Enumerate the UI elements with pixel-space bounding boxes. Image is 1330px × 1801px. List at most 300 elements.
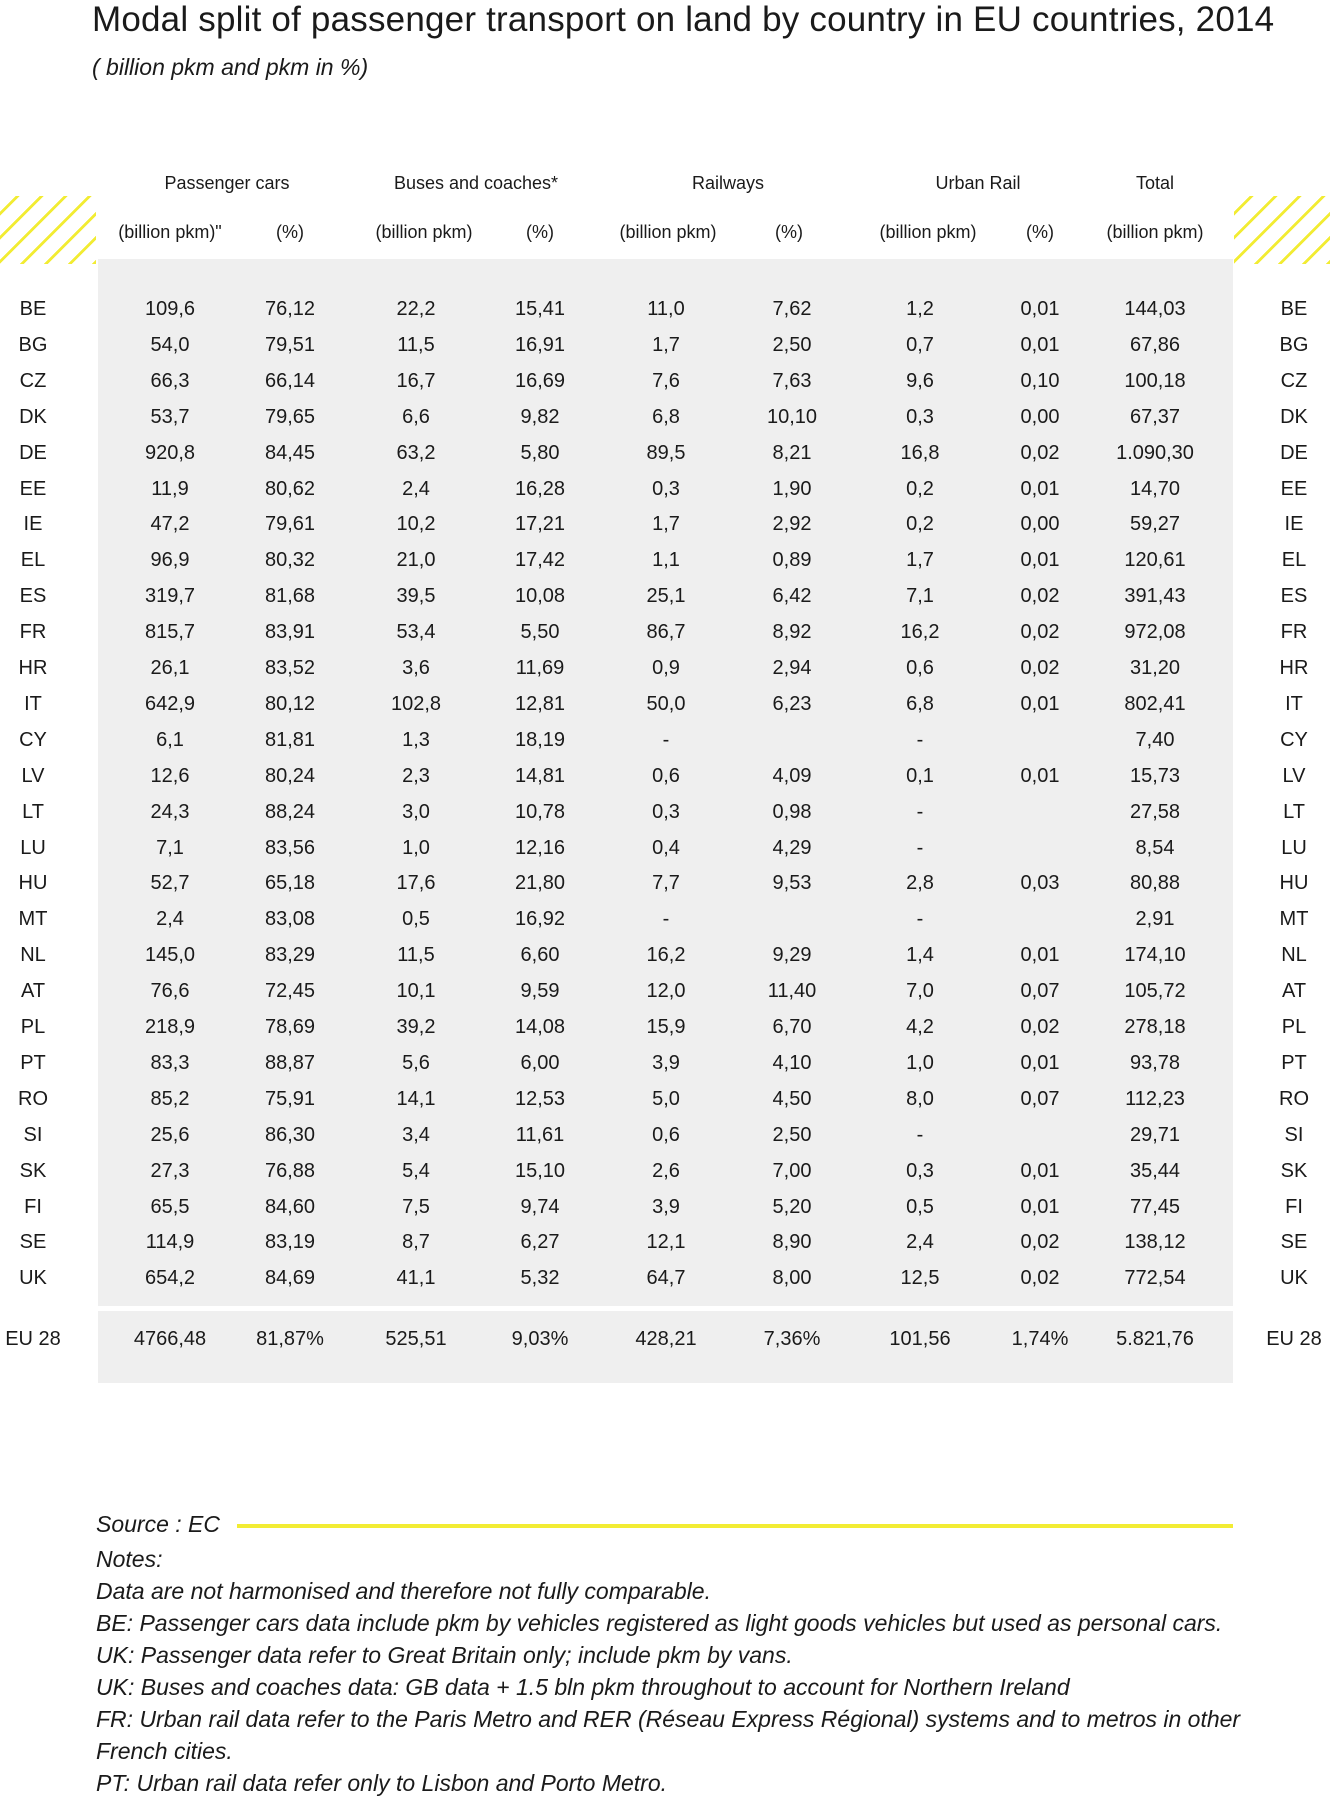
column-unit-header: (billion pkm) [1106, 222, 1204, 242]
row-label-left: FR [19, 621, 47, 643]
table-cell: 920,8 [144, 442, 196, 464]
row-label-left: RO [18, 1088, 48, 1110]
table-cell: 2,92 [772, 513, 812, 535]
table-cell: 6,8 [652, 406, 680, 428]
table-cell: 5,20 [772, 1196, 812, 1218]
row-label-right: FR [1280, 621, 1308, 643]
table-cell: 76,6 [150, 980, 190, 1002]
table-cell: 0,03 [1020, 872, 1060, 894]
table-cell: 102,8 [390, 693, 442, 715]
table-cell: 11,5 [397, 944, 435, 966]
table-cell: 0,2 [906, 513, 934, 535]
row-label-left: BE [19, 298, 47, 320]
table-cell: 14,81 [514, 765, 566, 787]
table-cell: 84,69 [264, 1267, 316, 1289]
table-cell: 80,12 [264, 693, 316, 715]
table-cell: 79,65 [264, 406, 316, 428]
row-label-right: ES [1280, 585, 1308, 607]
table-cell: 47,2 [150, 513, 190, 535]
table-cell: 17,42 [514, 549, 566, 571]
table-cell: 6,70 [772, 1016, 812, 1038]
row-label-left: UK [19, 1267, 47, 1289]
row-label-right: SK [1280, 1160, 1308, 1182]
table-cell: 2,50 [772, 1124, 812, 1146]
table-cell: 65,18 [264, 872, 316, 894]
table-cell: 0,9 [652, 657, 680, 679]
table-cell: 83,56 [264, 837, 316, 859]
table-cell: 391,43 [1124, 585, 1186, 607]
table-cell: 15,41 [514, 298, 566, 320]
table-cell: 319,7 [144, 585, 196, 607]
table-cell: 0,2 [906, 478, 934, 500]
table-cell: 16,91 [514, 334, 566, 356]
table-cell: 0,1 [906, 765, 934, 787]
note-line: Notes: [96, 1546, 163, 1572]
table-cell: 0,00 [1020, 406, 1060, 428]
table-cell: 85,2 [150, 1088, 190, 1110]
table-cell: 10,2 [396, 513, 436, 535]
table-cell: 138,12 [1124, 1231, 1186, 1253]
row-label-right: BG [1279, 334, 1309, 356]
table-cell: 1,90 [772, 478, 812, 500]
table-cell: 174,10 [1124, 944, 1186, 966]
table-cell: 0,4 [652, 837, 680, 859]
row-label-left: SI [23, 1124, 43, 1146]
table-cell: 5,6 [402, 1052, 430, 1074]
table-cell: 67,37 [1129, 406, 1181, 428]
row-label-right: AT [1281, 980, 1307, 1002]
table-cell: 2,4 [156, 908, 184, 930]
table-cell: 2,3 [402, 765, 430, 787]
page-title: Modal split of passenger transport on land by country in EU countries, 2014 [92, 0, 1275, 39]
table-cell: 0,00 [1020, 513, 1060, 535]
row-label-left: EE [19, 478, 47, 500]
note-line: PT: Urban rail data refer only to Lisbon and Porto Metro. [96, 1770, 668, 1796]
table-cell: 0,6 [652, 1124, 680, 1146]
row-label-left: DE [19, 442, 47, 464]
row-label-left: AT [20, 980, 46, 1002]
table-cell: - [916, 1124, 924, 1146]
table-cell: 8,90 [772, 1231, 812, 1253]
table-cell: 109,6 [144, 298, 196, 320]
table-cell: 16,2 [900, 621, 940, 643]
row-label-right: DK [1280, 406, 1308, 428]
table-cell: 10,1 [396, 980, 436, 1002]
table-cell: 27,3 [150, 1160, 190, 1182]
table-cell: 10,08 [514, 585, 566, 607]
table-cell: 7,1 [906, 585, 934, 607]
table-cell: 88,87 [264, 1052, 316, 1074]
table-cell: 2,4 [402, 478, 430, 500]
table-cell: 6,23 [772, 693, 812, 715]
table-cell: 79,51 [264, 334, 316, 356]
table-cell: 9,53 [772, 872, 812, 894]
table-cell: 0,02 [1020, 442, 1060, 464]
table-cell: 1,2 [906, 298, 934, 320]
table-cell: 17,6 [396, 872, 436, 894]
table-cell: 14,08 [514, 1016, 566, 1038]
table-cell: 7,1 [156, 837, 184, 859]
total-cell: 428,21 [635, 1328, 697, 1350]
table-cell: 8,92 [772, 621, 812, 643]
table-cell: 66,14 [264, 370, 316, 392]
table-cell: 84,45 [264, 442, 316, 464]
table-cell: 80,88 [1129, 872, 1181, 894]
table-cell: 7,6 [652, 370, 680, 392]
table-cell: 6,42 [772, 585, 812, 607]
row-label-left: CZ [19, 370, 47, 392]
table-cell: 26,1 [150, 657, 190, 679]
column-group-header: Urban Rail [935, 173, 1021, 193]
table-cell: 0,01 [1020, 298, 1060, 320]
row-label-left: NL [20, 944, 46, 966]
table-cell: 16,92 [514, 908, 566, 930]
table-cell: 6,1 [156, 729, 184, 751]
table-cell: 86,7 [646, 621, 686, 643]
row-label-right: EL [1281, 549, 1307, 571]
table-cell: 0,01 [1020, 478, 1060, 500]
column-unit-header: (%) [775, 222, 803, 242]
table-cell: 81,81 [264, 729, 316, 751]
row-label-left: IE [23, 513, 43, 535]
column-group-header: Passenger cars [164, 173, 290, 193]
table-cell: 75,91 [264, 1088, 316, 1110]
table-cell: 83,08 [264, 908, 316, 930]
table-cell: 144,03 [1124, 298, 1186, 320]
table-cell: 8,0 [906, 1088, 934, 1110]
table-cell: 0,5 [906, 1196, 934, 1218]
table-cell: 3,9 [652, 1196, 680, 1218]
total-cell: 81,87% [256, 1328, 324, 1350]
table-cell: 11,61 [515, 1124, 565, 1146]
table-cell: 24,3 [150, 801, 190, 823]
table-cell: 1,0 [402, 837, 430, 859]
table-cell: 0,07 [1020, 980, 1060, 1002]
total-label-right: EU 28 [1266, 1328, 1322, 1350]
table-cell: 35,44 [1129, 1160, 1181, 1182]
table-cell: 2,91 [1135, 908, 1175, 930]
table-cell: 9,6 [906, 370, 934, 392]
table-cell: 12,81 [514, 693, 566, 715]
table-cell: 815,7 [144, 621, 196, 643]
row-label-right: SE [1280, 1231, 1308, 1253]
table-cell: 12,1 [646, 1231, 686, 1253]
table-cell: 0,89 [772, 549, 812, 571]
table-cell: 53,7 [150, 406, 190, 428]
row-label-left: PT [20, 1052, 46, 1074]
table-cell: 27,58 [1129, 801, 1181, 823]
table-cell: 0,02 [1020, 1231, 1060, 1253]
table-cell: 83,29 [264, 944, 316, 966]
table-cell: 218,9 [144, 1016, 196, 1038]
table-cell: 39,2 [396, 1016, 436, 1038]
row-label-left: SK [19, 1160, 47, 1182]
table-cell: 29,71 [1129, 1124, 1181, 1146]
table-cell: 80,24 [264, 765, 316, 787]
table-cell: 6,6 [402, 406, 430, 428]
table-cell: 7,62 [772, 298, 812, 320]
row-label-right: PL [1281, 1016, 1307, 1038]
table-cell: 77,45 [1129, 1196, 1181, 1218]
page-subtitle: ( billion pkm and pkm in %) [92, 54, 369, 80]
table-cell: 0,01 [1020, 944, 1060, 966]
table-cell: 15,9 [646, 1016, 686, 1038]
table-cell: 81,68 [264, 585, 316, 607]
table-cell: 16,8 [900, 442, 940, 464]
table-cell: 16,7 [396, 370, 436, 392]
table-cell: 16,2 [646, 944, 686, 966]
table-cell: 8,00 [772, 1267, 812, 1289]
table-cell: 4,09 [772, 765, 812, 787]
row-label-right: IT [1285, 693, 1303, 715]
table-cell: 0,6 [652, 765, 680, 787]
table-cell: 89,5 [646, 442, 686, 464]
row-label-right: LT [1283, 801, 1305, 823]
table-cell: 22,2 [396, 298, 436, 320]
table-cell: 5,32 [520, 1267, 560, 1289]
table-cell: 1.090,30 [1116, 442, 1194, 464]
table-cell: - [916, 801, 924, 823]
table-cell: 21,80 [514, 872, 566, 894]
table-cell: 0,01 [1020, 765, 1060, 787]
table-cell: 1,7 [906, 549, 934, 571]
table-cell: 9,59 [520, 980, 560, 1002]
row-label-right: LV [1282, 765, 1306, 787]
table-cell: 0,3 [652, 478, 680, 500]
table-cell: 0,01 [1020, 1052, 1060, 1074]
table-cell: 96,9 [150, 549, 190, 571]
table-cell: 6,27 [520, 1231, 560, 1253]
note-line: UK: Buses and coaches data: GB data + 1.5 bln pkm throughout to account for Northern Ireland [96, 1674, 1070, 1700]
table-cell: 2,6 [652, 1160, 680, 1182]
column-group-header: Buses and coaches* [393, 173, 559, 193]
row-label-right: SI [1284, 1124, 1304, 1146]
table-cell: 9,29 [772, 944, 812, 966]
table-cell: 86,30 [264, 1124, 316, 1146]
note-line: Data are not harmonised and therefore not fully comparable. [96, 1578, 711, 1604]
table-cell: 4,10 [772, 1052, 812, 1074]
table-cell: 642,9 [144, 693, 196, 715]
row-label-right: HU [1279, 872, 1309, 894]
table-cell: 0,02 [1020, 657, 1060, 679]
table-cell: 278,18 [1124, 1016, 1186, 1038]
table-cell: 9,74 [520, 1196, 560, 1218]
table-cell: 10,10 [766, 406, 818, 428]
table-cell: 0,3 [906, 1160, 934, 1182]
table-cell: 65,5 [150, 1196, 190, 1218]
table-cell: 18,19 [514, 729, 566, 751]
total-cell: 101,56 [889, 1328, 951, 1350]
table-cell: 0,01 [1020, 549, 1060, 571]
table-cell: 79,61 [264, 513, 316, 535]
table-cell: 5,0 [652, 1088, 680, 1110]
row-label-left: EL [20, 549, 46, 571]
total-label-left: EU 28 [5, 1328, 61, 1350]
table-cell: 8,21 [772, 442, 812, 464]
table-cell: 10,78 [514, 801, 566, 823]
table-cell: 12,5 [900, 1267, 940, 1289]
row-label-left: BG [18, 334, 48, 356]
table-cell: 52,7 [150, 872, 190, 894]
table-cell: 0,02 [1020, 585, 1060, 607]
total-cell: 4766,48 [133, 1328, 207, 1350]
table-cell: 11,5 [397, 334, 435, 356]
table-cell: 21,0 [396, 549, 436, 571]
table-cell: 25,6 [150, 1124, 190, 1146]
table-cell: 84,60 [264, 1196, 316, 1218]
column-unit-header: (billion pkm) [879, 222, 977, 242]
table-cell: 83,3 [150, 1052, 190, 1074]
table-cell: 0,07 [1020, 1088, 1060, 1110]
table-cell: - [662, 908, 670, 930]
row-label-left: LT [22, 801, 44, 823]
note-line: UK: Passenger data refer to Great Britain only; include pkm by vans. [96, 1642, 793, 1668]
row-label-left: FI [24, 1196, 42, 1218]
table-cell: 2,4 [906, 1231, 934, 1253]
table-cell: 17,21 [514, 513, 566, 535]
row-label-right: HR [1279, 657, 1309, 679]
table-cell: 3,9 [652, 1052, 680, 1074]
column-unit-header: (%) [526, 222, 554, 242]
table-cell: 14,1 [396, 1088, 436, 1110]
table-cell: 16,69 [514, 370, 566, 392]
table-cell: 7,00 [772, 1160, 812, 1182]
row-label-right: LU [1281, 837, 1307, 859]
table-cell: 0,98 [772, 801, 812, 823]
table-cell: 80,62 [264, 478, 316, 500]
table-cell: 3,4 [402, 1124, 430, 1146]
decorative-hatch-left [0, 196, 96, 264]
column-unit-header: (billion pkm)" [118, 222, 222, 242]
table-cell: 105,72 [1124, 980, 1186, 1002]
table-cell: 6,00 [520, 1052, 560, 1074]
table-cell: 100,18 [1124, 370, 1186, 392]
table-cell: 4,2 [906, 1016, 934, 1038]
table-cell: 1,3 [402, 729, 430, 751]
table-cell: 88,24 [264, 801, 316, 823]
table-cell: 76,88 [264, 1160, 316, 1182]
table-cell: 93,78 [1129, 1052, 1181, 1074]
total-separator [98, 1306, 1233, 1311]
table-cell: 0,01 [1020, 1160, 1060, 1182]
table-cell: 39,5 [396, 585, 436, 607]
table-cell: 112,23 [1125, 1088, 1185, 1110]
table-cell: 25,1 [646, 585, 686, 607]
row-label-left: ES [19, 585, 47, 607]
total-cell: 525,51 [385, 1328, 447, 1350]
column-unit-header: (%) [1026, 222, 1054, 242]
table-cell: 15,10 [514, 1160, 566, 1182]
table-cell: 0,6 [906, 657, 934, 679]
row-label-right: UK [1280, 1267, 1308, 1289]
note-line: FR: Urban rail data refer to the Paris Metro and RER (Réseau Express Régional) systems and to metros in other French cities. [96, 1706, 1241, 1764]
total-cell: 1,74% [1011, 1328, 1069, 1350]
table-cell: 145,0 [144, 944, 196, 966]
table-cell: 0,01 [1020, 693, 1060, 715]
table-cell: - [916, 837, 924, 859]
table-cell: 41,1 [396, 1267, 436, 1289]
row-label-left: CY [19, 729, 47, 751]
table-cell: 654,2 [144, 1267, 196, 1289]
row-label-right: CZ [1280, 370, 1308, 392]
table-cell: 83,19 [264, 1231, 316, 1253]
row-label-right: FI [1285, 1196, 1303, 1218]
table-cell: 11,9 [151, 478, 189, 500]
table-cell: 7,63 [772, 370, 812, 392]
table-cell: 7,0 [906, 980, 934, 1002]
row-label-right: NL [1281, 944, 1307, 966]
table-cell: 59,27 [1129, 513, 1181, 535]
table-cell: 8,7 [402, 1231, 430, 1253]
table-cell: 0,3 [652, 801, 680, 823]
table-cell: 11,69 [515, 657, 565, 679]
row-label-left: MT [18, 908, 48, 930]
table-cell: 7,5 [402, 1196, 430, 1218]
table-cell: 64,7 [646, 1267, 686, 1289]
table-cell: 12,53 [514, 1088, 566, 1110]
row-label-left: DK [19, 406, 47, 428]
source-underline [237, 1524, 1233, 1528]
table-cell: - [916, 729, 924, 751]
table-cell: 83,91 [264, 621, 316, 643]
row-label-left: PL [20, 1016, 46, 1038]
table-cell: 5,50 [520, 621, 560, 643]
table-cell: 0,02 [1020, 621, 1060, 643]
total-cell: 7,36% [763, 1328, 821, 1350]
notes-block [96, 1543, 1276, 1799]
row-label-right: DE [1280, 442, 1308, 464]
table-cell: 14,70 [1129, 478, 1181, 500]
column-unit-header: (%) [276, 222, 304, 242]
table-cell: 3,6 [402, 657, 430, 679]
table-cell: 0,02 [1020, 1016, 1060, 1038]
table-cell: 0,01 [1020, 334, 1060, 356]
row-label-left: LV [21, 765, 45, 787]
table-cell: 66,3 [150, 370, 190, 392]
table-cell: 67,86 [1129, 334, 1181, 356]
table-cell: 50,0 [646, 693, 686, 715]
table-cell: 802,41 [1124, 693, 1186, 715]
table-cell: 772,54 [1124, 1267, 1186, 1289]
source-label: Source : EC [96, 1511, 220, 1537]
table-cell: 120,61 [1124, 549, 1186, 571]
table-cell: 0,7 [906, 334, 934, 356]
total-cell: 9,03% [511, 1328, 569, 1350]
table-cell: 16,28 [514, 478, 566, 500]
table-cell: 1,7 [652, 334, 680, 356]
table-cell: 0,10 [1020, 370, 1060, 392]
row-label-right: BE [1280, 298, 1308, 320]
decorative-hatch-right [1234, 196, 1330, 264]
table-cell: 63,2 [396, 442, 436, 464]
table-cell: 11,0 [647, 298, 685, 320]
row-label-left: LU [20, 837, 46, 859]
note-line: BE: Passenger cars data include pkm by vehicles registered as light goods vehicles but used as personal cars. [96, 1610, 1223, 1636]
table-cell: 2,8 [906, 872, 934, 894]
table-cell: 1,1 [652, 549, 680, 571]
table-cell: 1,0 [906, 1052, 934, 1074]
row-label-right: PT [1281, 1052, 1307, 1074]
table-cell: 3,0 [402, 801, 430, 823]
table-cell: 4,50 [772, 1088, 812, 1110]
table-cell: 80,32 [264, 549, 316, 571]
table-cell: 0,02 [1020, 1267, 1060, 1289]
table-cell: 972,08 [1124, 621, 1186, 643]
table-cell: 72,45 [264, 980, 316, 1002]
table-cell: 0,3 [906, 406, 934, 428]
row-label-left: HU [18, 872, 48, 894]
table-cell: - [662, 729, 670, 751]
